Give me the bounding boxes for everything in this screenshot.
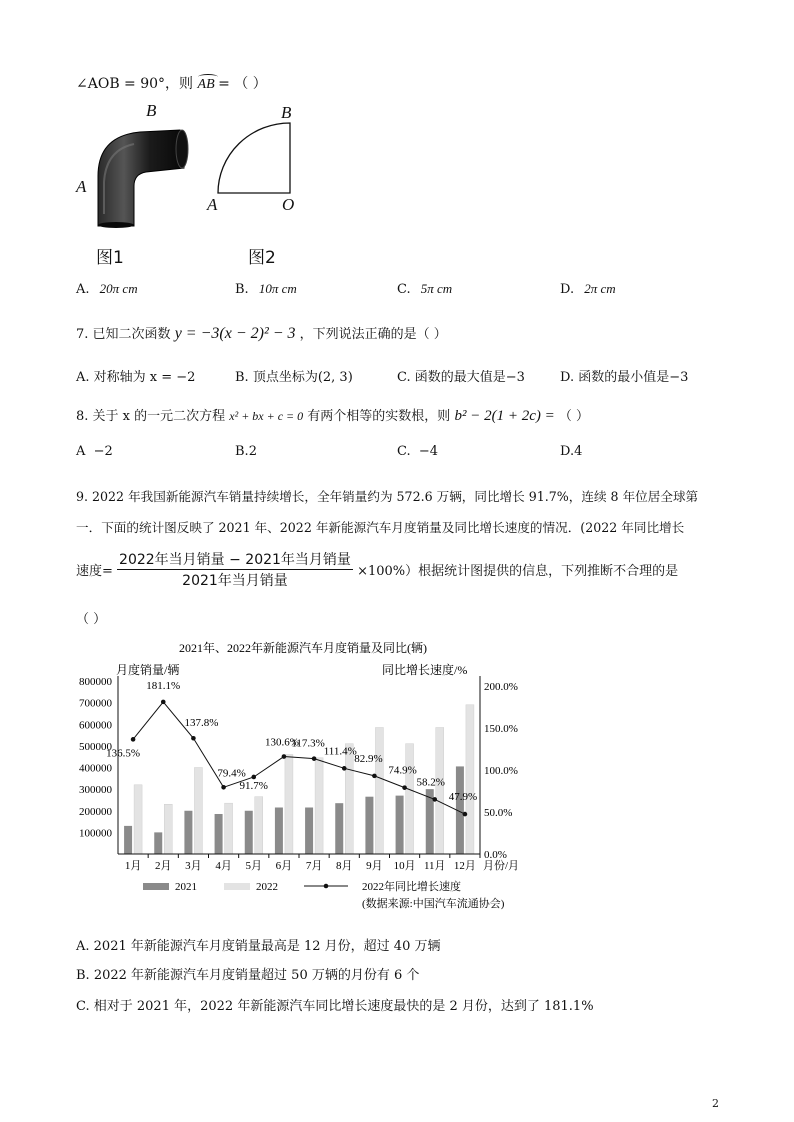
chart-y-label: 月度销量/辆 — [116, 663, 180, 677]
x-tick-label: 4月 — [215, 860, 232, 872]
growth-label: 117.3% — [291, 737, 325, 750]
bar-2021 — [275, 808, 283, 854]
y-tick-label: 300000 — [79, 784, 112, 797]
fig2-label-o: O — [282, 195, 295, 214]
fig2-label-b: B — [281, 103, 292, 122]
bar-2021 — [396, 796, 404, 854]
x-tick-label: 3月 — [185, 860, 202, 872]
bar-2021 — [184, 811, 192, 854]
q9-option-b[interactable]: B. 2022 年新能源汽车月度销量超过 50 万辆的月份有 6 个 — [76, 968, 420, 983]
growth-point — [312, 756, 317, 761]
q7-stem: 7. 已知二次函数 y = −3(x − 2)² − 3 ，下列说法正确的是（ ） — [76, 325, 447, 342]
bar-2021 — [124, 826, 132, 854]
x-tick-label: 12月 — [453, 860, 476, 872]
x-tick-label: 8月 — [336, 860, 353, 872]
growth-point — [342, 766, 347, 771]
q7-option-d[interactable]: D. 函数的最小值是−3 — [560, 370, 689, 385]
q9-fraction — [117, 549, 353, 590]
chart-source: (数据来源:中国汽车流通协会) — [362, 898, 505, 910]
bar-2021 — [245, 811, 253, 854]
x-tick-label: 5月 — [245, 860, 262, 872]
growth-point — [463, 812, 468, 817]
bar-2022 — [406, 744, 414, 854]
x-tick-label: 10月 — [393, 860, 416, 872]
q6-option-a[interactable]: A. 20π cm — [76, 281, 138, 297]
fig1-pipe — [94, 124, 189, 228]
growth-label: 130.6% — [264, 736, 299, 749]
y-tick-label: 200000 — [79, 805, 112, 818]
q9-fraction-denominator: 2021年当月销量 — [182, 573, 288, 589]
bar-2022 — [164, 804, 172, 854]
q7-option-c[interactable]: C. 函数的最大值是−3 — [397, 370, 525, 385]
fig1-label-a: A — [76, 177, 87, 196]
growth-label: 111.4% — [323, 745, 357, 758]
q8-option-d[interactable]: D.4 — [560, 444, 583, 459]
pipe-end-a — [98, 222, 134, 228]
y2-tick-label: 50.0% — [484, 807, 513, 819]
legend-line-marker — [324, 884, 329, 889]
q9-line-1: 9. 2022 年我国新能源汽车销量持续增长，全年销量约为 572.6 万辆，同比增长 91.7%，连续 8 年位居全球第 — [76, 489, 699, 504]
growth-point — [221, 785, 226, 790]
q7-option-a[interactable]: A. 对称轴为 x = −2 — [76, 370, 196, 385]
growth-point — [161, 700, 166, 705]
q9-formula-line: 速度= $\frac{\text{2022年当月销量 − 2021年当月销量}}{\text{2021年当月销量}}$ ×100%）根据统计图提供的信息，下列推断不合理的是 — [76, 549, 678, 590]
q6-stem — [76, 73, 267, 93]
bar-2022 — [194, 768, 202, 855]
q6-option-b[interactable]: B. 10π cm — [235, 281, 297, 297]
bar-2022 — [134, 785, 142, 854]
x-tick-label: 2月 — [155, 860, 172, 872]
growth-point — [432, 797, 437, 802]
x-axis-label: 月份/月 — [483, 860, 520, 872]
x-tick-label: 9月 — [366, 860, 383, 872]
bar-2022 — [285, 755, 293, 854]
growth-point — [282, 754, 287, 759]
y2-tick-label: 100.0% — [484, 765, 518, 777]
fig2-label-a: A — [207, 195, 218, 214]
pipe-end-b — [176, 130, 188, 168]
legend-swatch-2022 — [224, 883, 250, 890]
legend-2021: 2021 — [175, 881, 197, 893]
q8-formula-1: x² + bx + c = 0 — [229, 409, 304, 423]
bar-2022 — [436, 727, 444, 854]
q8-option-c[interactable]: C. −4 — [397, 444, 439, 459]
growth-label: 136.5% — [106, 747, 141, 760]
legend-2022: 2022 — [256, 881, 278, 893]
x-tick-label: 1月 — [124, 860, 142, 872]
x-tick-label: 7月 — [305, 860, 323, 872]
y-tick-label: 600000 — [79, 719, 112, 732]
bar-2021 — [154, 832, 162, 854]
q8-option-a[interactable]: A −2 — [76, 444, 113, 459]
y2-tick-label: 150.0% — [484, 723, 518, 735]
q7-option-b[interactable]: B. 顶点坐标为(2, 3) — [235, 370, 353, 385]
y-tick-label: 400000 — [79, 762, 112, 775]
q6-option-d[interactable]: D. 2π cm — [560, 281, 616, 297]
growth-label: 82.9% — [354, 752, 383, 765]
fig2-caption: 图2 — [248, 248, 276, 268]
bar-2021 — [365, 797, 373, 854]
y-tick-label: 700000 — [79, 697, 112, 710]
q9-line-2: 一．下面的统计图反映了 2021 年、2022 年新能源汽车月度销量及同比增长速度的情况．(2022 年同比增长 — [76, 520, 685, 535]
y2-tick-label: 0.0% — [484, 849, 507, 861]
q7-formula: y = −3(x − 2)² − 3 — [174, 325, 296, 342]
growth-label: 91.7% — [239, 779, 268, 792]
q6-option-c[interactable]: C. 5π cm — [397, 281, 453, 297]
growth-label: 79.4% — [217, 767, 246, 780]
bar-2021 — [335, 803, 343, 854]
y-tick-label: 500000 — [79, 740, 112, 753]
pipe-body — [98, 130, 184, 226]
fig1-label-b: B — [146, 101, 157, 120]
growth-label: 58.2% — [416, 776, 445, 789]
bar-2021 — [215, 814, 223, 854]
legend-swatch-2021 — [143, 883, 169, 890]
q9-option-a[interactable]: A. 2021 年新能源汽车月度销量最高是 12 月份，超过 40 万辆 — [76, 939, 441, 954]
y2-tick-label: 200.0% — [484, 681, 518, 693]
chart-y2-label: 同比增长速度/% — [382, 663, 468, 677]
sales-chart — [68, 636, 538, 916]
x-tick-label: 6月 — [275, 860, 293, 872]
growth-label: 137.8% — [184, 717, 219, 730]
q9-fraction-numerator: 2022年当月销量 − 2021年当月销量 — [117, 549, 353, 570]
arc-mark — [198, 74, 219, 80]
growth-point — [372, 774, 377, 779]
growth-point — [402, 785, 407, 790]
q8-stem: 8. 关于 x 的一元二次方程 x² + bx + c = 0 有两个相等的实数根，则 b² − 2(1 + 2c) = （ ） — [76, 408, 589, 424]
y-tick-label: 800000 — [79, 676, 112, 688]
growth-label: 181.1% — [146, 679, 181, 692]
q6-stem-suffix: = （ ） — [218, 76, 267, 92]
q6-stem-prefix: ∠AOB = 90°，则 — [76, 76, 194, 92]
bar-2021 — [305, 808, 313, 854]
growth-label: 47.9% — [448, 791, 478, 804]
bar-2022 — [315, 758, 323, 854]
chart-title: 2021年、2022年新能源汽车月度销量及同比(辆) — [179, 641, 427, 655]
fig1-caption: 图1 — [96, 248, 124, 268]
page-number: 2 — [712, 1097, 719, 1110]
x-tick-label: 11月 — [423, 860, 446, 872]
growth-point — [131, 737, 136, 742]
q9-answer-paren: （ ） — [76, 612, 107, 627]
growth-line — [133, 702, 465, 814]
bar-2022 — [345, 744, 353, 854]
legend-growth: 2022年同比增长速度 — [362, 881, 461, 893]
bar-2022 — [255, 797, 263, 854]
bar-2022 — [225, 803, 233, 854]
q8-formula-2: b² − 2(1 + 2c) = — [454, 408, 555, 424]
q9-option-c[interactable]: C. 相对于 2021 年，2022 年新能源汽车同比增长速度最快的是 2 月份，达到了 181.1% — [76, 999, 594, 1014]
y-tick-label: 100000 — [79, 827, 112, 840]
q8-option-b[interactable]: B.2 — [235, 444, 257, 459]
growth-point — [191, 736, 196, 741]
fig2-quarter-circle — [212, 118, 296, 198]
growth-point — [251, 775, 256, 780]
growth-label: 74.9% — [388, 764, 417, 777]
bar-2022 — [375, 727, 383, 854]
q6-stem-arc: AB — [198, 77, 219, 92]
bar-2022 — [466, 705, 474, 854]
